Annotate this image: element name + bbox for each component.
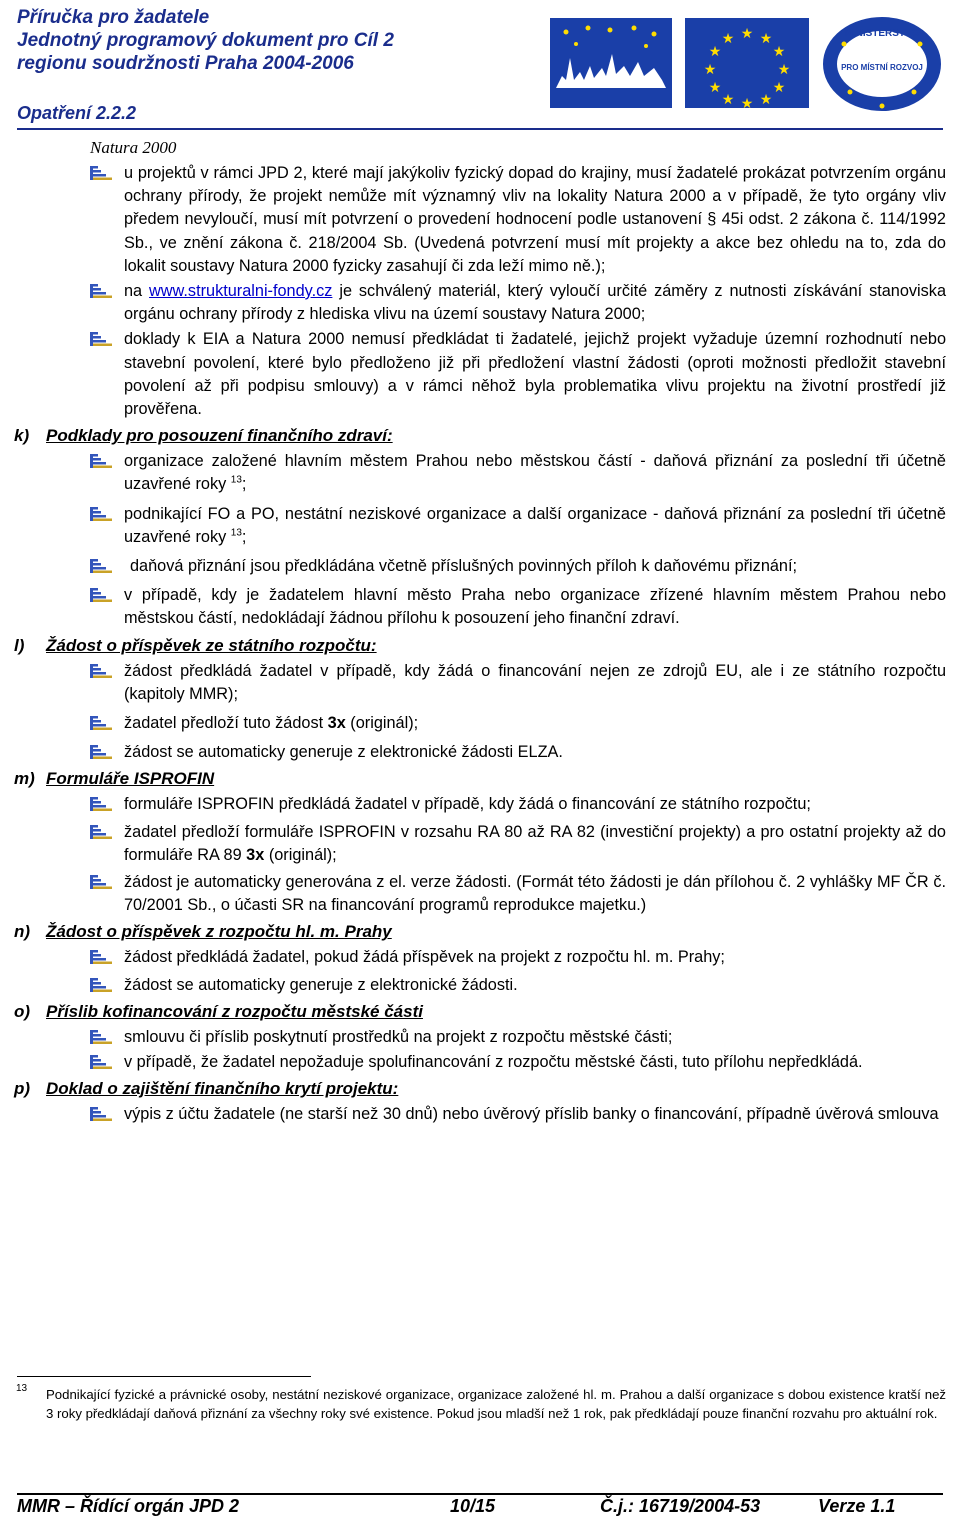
footer-page-number: 10/15 xyxy=(450,1496,496,1516)
svg-text:★: ★ xyxy=(772,44,786,60)
natura-heading: Natura 2000 xyxy=(90,138,177,157)
list-item: výpis z účtu žadatele (ne starší než 30 dnů) nebo úvěrový příslib banky o financování, případně úvěrová smlouva xyxy=(14,1103,946,1126)
list-item: žádost předkládá žadatel v případě, kdy žádá o financování nejen ze zdrojů EU, ale i ze státního rozpočtu (kapitoly MMR); xyxy=(14,660,946,706)
footnote-text: Podnikající fyzické a právnické osoby, nestátní neziskové organizace, organizace založené hl. m. Prahou a další organizace s dobou existence kratší než 3 roky předkládají daňová přiznání za všechny roky své existence. Pokud jsou mladší než 1 rok, pak předkládají pouze finanční rozvahu pro aktuální rok. xyxy=(46,1387,946,1421)
list-item: v případě, že žadatel nepožaduje spolufinancování z rozpočtu městské části, tuto přílohu nepředkládá. xyxy=(14,1051,946,1074)
eu-flag-logo xyxy=(685,18,809,108)
prague-logo xyxy=(550,18,672,108)
bullet-icon xyxy=(90,797,112,811)
header-title: Příručka pro žadatele xyxy=(17,7,210,28)
svg-text:★: ★ xyxy=(703,62,717,78)
bullet-icon xyxy=(90,950,112,964)
footer-reference: Č.j.: 16719/2004-53 xyxy=(600,1496,761,1516)
svg-text:★: ★ xyxy=(759,31,773,47)
section-k-heading: k) Podklady pro posouzení finančního zdraví: xyxy=(14,426,393,446)
bullet-icon xyxy=(90,1055,112,1069)
list-item: formuláře ISPROFIN předkládá žadatel v případě, kdy žádá o financování ze státního rozpočtu; xyxy=(14,793,946,816)
section-n-heading: n) Žádost o příspěvek z rozpočtu hl. m. Prahy xyxy=(14,922,392,942)
list-item: u projektů v rámci JPD 2, které mají jakýkoliv fyzický dopad do krajiny, musí žadatelé prokázat potvrzením orgánu ochrany přírody, že projekt nemůže mít významný vliv na lokality Natura 2000 a v případě, že tyto orgány vliv předem nevyloučí, musí mít potvrzení o provedení hodnocení podle ustanovení § 45i odst. 2 zákona č. 114/1992 Sb., ve znění zákona č. 218/2004 Sb. (Uvedená potvrzení musí mít projekty a akce bez ohledu na to, zda do lokalit soustavy Natura 2000 fyzicky zasahují či zda leží mimo ně.); xyxy=(14,162,946,278)
header-region: regionu soudržnosti Praha 2004-2006 xyxy=(17,53,354,74)
bullet-icon xyxy=(90,1030,112,1044)
svg-text:PRO MÍSTNÍ ROZVOJ: PRO MÍSTNÍ ROZVOJ xyxy=(841,63,923,72)
bullet-icon xyxy=(90,559,112,573)
header-divider xyxy=(17,128,943,130)
svg-text:★: ★ xyxy=(721,31,735,47)
bullet-icon xyxy=(90,875,112,889)
section-o-heading: o) Příslib kofinancování z rozpočtu městské části xyxy=(14,1001,423,1021)
footer-organization: MMR – Řídící orgán JPD 2 xyxy=(17,1496,240,1516)
svg-text:★: ★ xyxy=(740,26,754,42)
list-item: žádost se automaticky generuje z elektronické žádosti ELZA. xyxy=(14,741,946,764)
list-item: žadatel předloží formuláře ISPROFIN v rozsahu RA 80 až RA 82 (investiční projekty) a pro ostatní projekty až do formuláře RA 89 3x (originál); xyxy=(14,821,946,867)
list-item: žádost předkládá žadatel, pokud žádá příspěvek na projekt z rozpočtu hl. m. Prahy; xyxy=(14,946,946,969)
header-subtitle: Jednotný programový dokument pro Cíl 2 xyxy=(17,30,394,51)
measure-label: Opatření 2.2.2 xyxy=(17,103,137,123)
document-body xyxy=(14,136,946,1127)
bullet-icon xyxy=(90,454,112,468)
footnote-number: 13 xyxy=(16,1383,28,1394)
ministry-logo xyxy=(820,12,944,112)
footer-version: Verze 1.1 xyxy=(818,1496,896,1516)
document-header xyxy=(17,6,394,75)
list-item: žádost je automaticky generována z el. verze žádosti. (Formát této žádosti je dán přílohou č. 2 vyhlášky MF ČR č. 70/2001 Sb., o účasti SR na financování programů reprodukce majetku.) xyxy=(14,871,946,917)
bullet-icon xyxy=(90,332,112,346)
bullet-icon xyxy=(90,166,112,180)
svg-text:★: ★ xyxy=(721,92,735,108)
bullet-icon xyxy=(90,664,112,678)
svg-text:★: ★ xyxy=(708,44,722,60)
footnote xyxy=(16,1385,946,1423)
svg-text:★: ★ xyxy=(708,80,722,96)
list-item: v případě, kdy je žadatelem hlavní město Praha nebo organizace zřízené hlavním městem Prahou nebo městskou částí, nedokládají žádnou přílohu k posouzení jeho finanční zdraví. xyxy=(14,584,946,630)
bullet-icon xyxy=(90,745,112,759)
strukturalni-fondy-link[interactable]: www.strukturalni-fondy.cz xyxy=(149,282,333,301)
section-m-heading: m) Formuláře ISPROFIN xyxy=(14,769,215,789)
section-l-heading: l) Žádost o příspěvek ze státního rozpočtu: xyxy=(14,635,377,655)
list-item: žadatel předloží tuto žádost 3x (originál); xyxy=(14,712,946,735)
list-item: daňová přiznání jsou předkládána včetně příslušných povinných příloh k daňovému přiznání; xyxy=(14,555,946,578)
list-item: smlouvu či příslib poskytnutí prostředků na projekt z rozpočtu městské části; xyxy=(14,1026,946,1049)
footnote-ref[interactable]: 13 xyxy=(230,475,242,487)
list-item: žádost se automaticky generuje z elektronické žádosti. xyxy=(14,974,946,997)
list-item: na www.strukturalni-fondy.cz je schválený materiál, který vyloučí určité záměry z nutnosti získávání stanoviska orgánu ochrany přírody z hlediska vlivu na území soustavy Natura 2000; xyxy=(14,280,946,326)
bullet-icon xyxy=(90,978,112,992)
bullet-icon xyxy=(90,825,112,839)
section-p-heading: p) Doklad o zajištění finančního krytí projektu: xyxy=(14,1079,399,1099)
footnote-divider xyxy=(17,1376,311,1377)
list-item: organizace založené hlavním městem Prahou nebo městskou částí - daňová přiznání za poslední tři účetně uzavřené roky $^{13}$; xyxy=(14,450,946,496)
svg-text:MINISTERSTVO: MINISTERSTVO xyxy=(844,28,920,39)
bullet-icon xyxy=(90,284,112,298)
footer-divider xyxy=(17,1493,943,1495)
bullet-icon xyxy=(90,588,112,602)
list-item: podnikající FO a PO, nestátní neziskové organizace a další organizace - daňová přiznání za poslední tři účetně uzavřené roky $^{13}$; xyxy=(14,503,946,549)
svg-text:★: ★ xyxy=(759,92,773,108)
svg-text:★: ★ xyxy=(740,96,754,108)
list-item: doklady k EIA a Natura 2000 nemusí předkládat ti žadatelé, jejichž projekt vyžaduje územní rozhodnutí nebo stavební povolení, které bylo předloženo již při předložení vlastní žádosti (oproti možnosti předložit stavební povolení až při podpisu smlouvy) a v rámci něhož byla problematika vlivu projektu na životní prostředí již prověřena. xyxy=(14,328,946,421)
bullet-icon xyxy=(90,1107,112,1121)
bullet-icon xyxy=(90,716,112,730)
footnote-ref[interactable]: 13 xyxy=(230,527,242,539)
svg-text:★: ★ xyxy=(772,80,786,96)
bullet-icon xyxy=(90,507,112,521)
svg-text:★: ★ xyxy=(777,62,791,78)
